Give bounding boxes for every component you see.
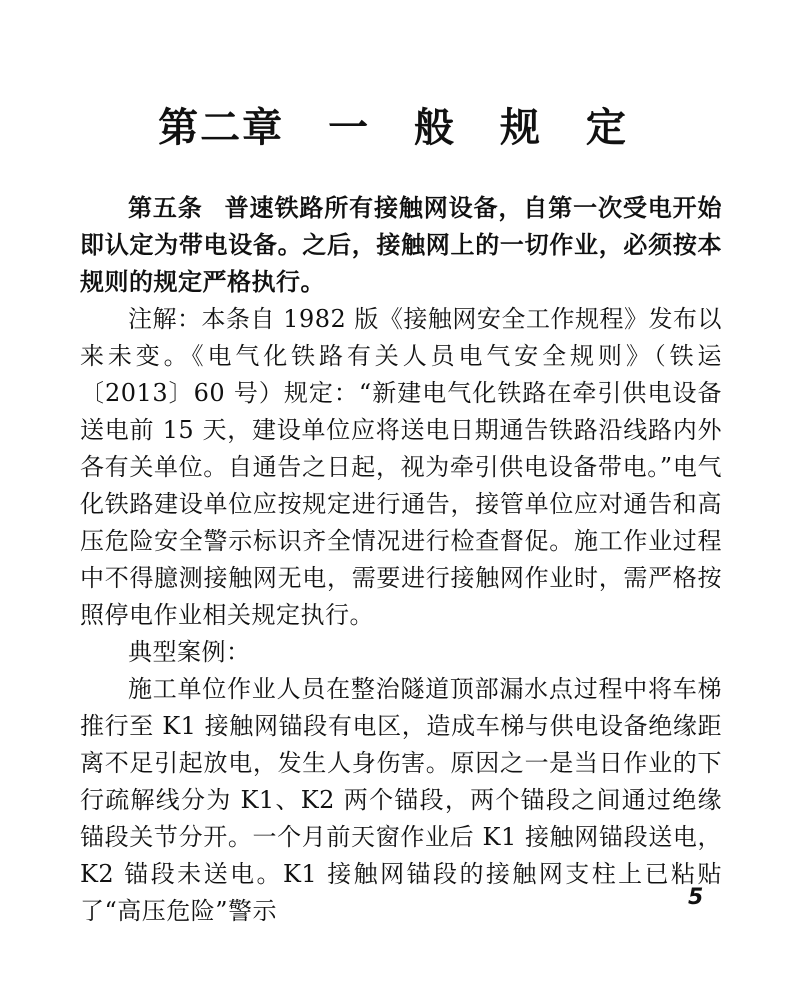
page-number: 5 — [688, 885, 704, 910]
case-paragraph: 施工单位作业人员在整治隧道顶部漏水点过程中将车梯推行至 K1 接触网锚段有电区，造成车梯与供电设备绝缘距离不足引起放电，发生人身伤害。原因之一是当日作业的下行疏解线分为 K1、K2 两个锚段，两个锚段之间通过绝缘锚段关节分开。一个月前天窗作业后 K1 接触网锚段送电，K2 锚段未送电。K1 接触网锚段的接触网支柱上已粘贴了“高压危险”警示 — [80, 675, 722, 925]
chapter-number: 第二章 — [158, 105, 285, 151]
article-paragraph — [80, 190, 722, 301]
page-body — [80, 190, 722, 930]
case-heading: 典型案例： — [128, 638, 251, 666]
chapter-heading — [0, 100, 800, 156]
article-text: 普速铁路所有接触网设备，自第一次受电开始即认定为带电设备。之后，接触网上的一切作业，必须按本规则的规定严格执行。 — [80, 194, 723, 296]
annotation-paragraph: 注解：本条自 1982 版《接触网安全工作规程》发布以来未变。《电气化铁路有关人员电气安全规则》（铁运〔2013〕60 号）规定：“新建电气化铁路在牵引供电设备送电前 15 天，建设单位应将送电日期通告铁路沿线路内外各有关单位。自通告之日起，视为牵引供电设备带电。”电气化铁路建设单位应按规定进行通告，接管单位应对通告和高压危险安全警示标识齐全情况进行检查督促。施工作业过程中不得臆测接触网无电，需要进行接触网作业时，需严格按照停电作业相关规定执行。 — [80, 305, 722, 629]
article-label: 第五条 — [128, 194, 203, 222]
chapter-title: 一 般 规 定 — [328, 105, 642, 151]
